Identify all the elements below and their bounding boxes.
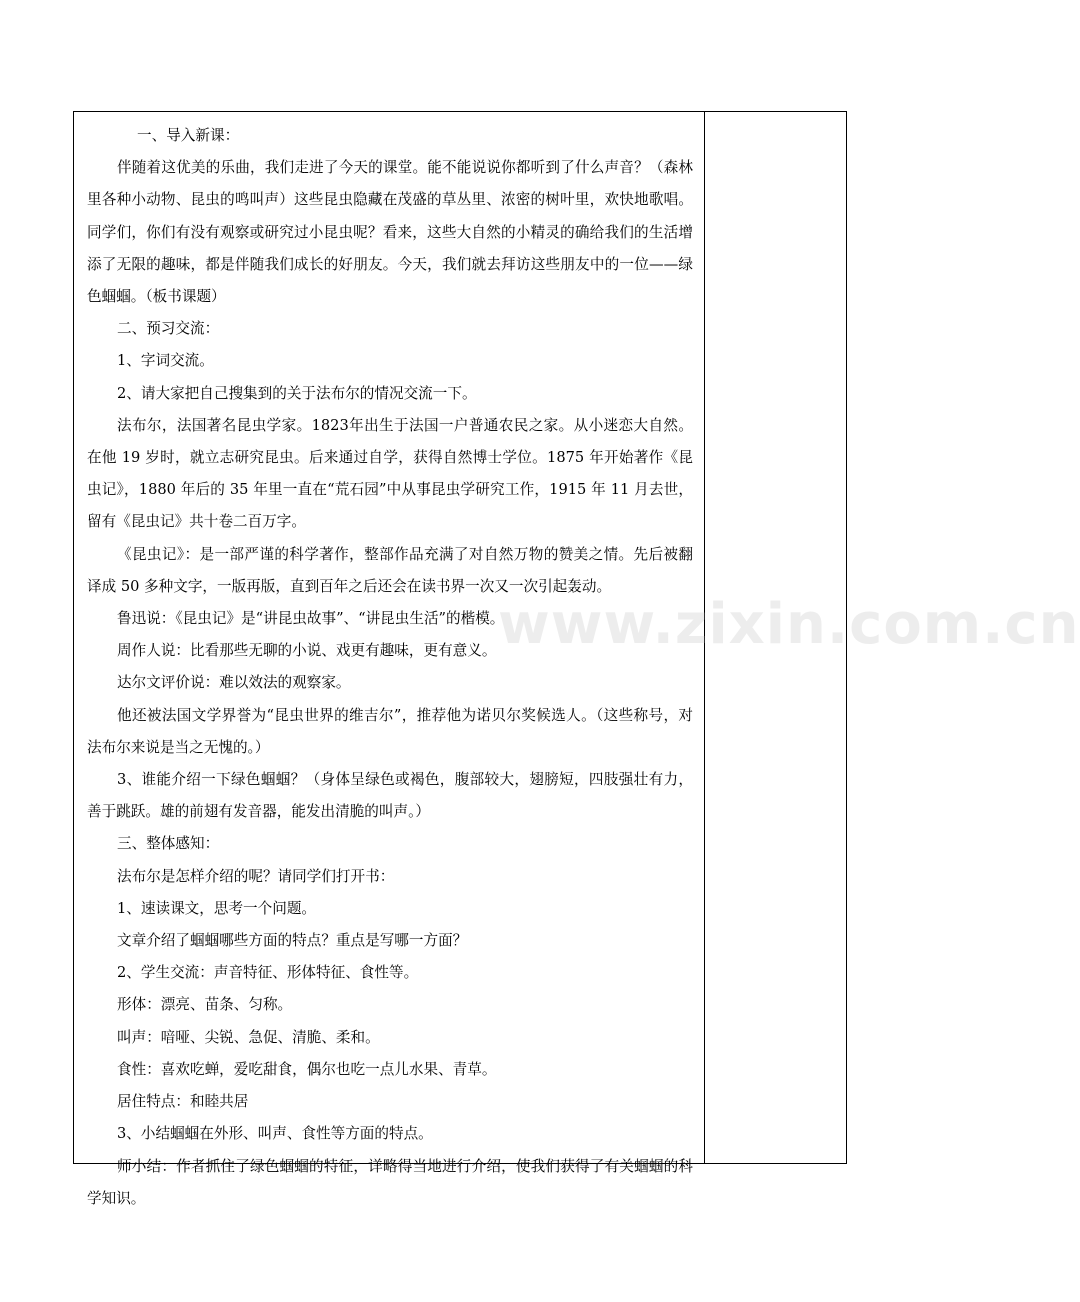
section-heading-preview: 二、预习交流：	[117, 320, 220, 338]
lesson-plan-table	[73, 111, 847, 1207]
watermark-text: www.zixin.com.cn	[498, 592, 1080, 657]
notes-column-cell	[705, 112, 846, 1163]
quote-zhouzuoren: 周作人说：比看那些无聊的小说、戏更有趣味，更有意义。	[117, 642, 497, 660]
trait-sound: 叫声：喑哑、尖锐、急促、清脆、柔和。	[117, 1028, 380, 1046]
paragraph-overall-question-intro: 法布尔是怎样介绍的呢？请同学们打开书：	[117, 867, 395, 885]
list-item-preview-1: 1、字词交流。	[117, 352, 214, 370]
quote-luxun: 鲁迅说：《昆虫记》是“讲昆虫故事”、“讲昆虫生活”的楷模。	[117, 610, 505, 628]
trait-shape: 形体：漂亮、苗条、匀称。	[117, 996, 293, 1014]
paragraph-teacher-summary: 师小结：作者抓住了绿色蝈蝈的特征，详略得当地进行介绍，使我们获得了有关蝈蝈的科学知识。	[87, 1157, 693, 1207]
list-item-overall-2: 2、学生交流：声音特征、形体特征、食性等。	[117, 964, 419, 982]
quote-darwin: 达尔文评价说：难以效法的观察家。	[117, 674, 351, 692]
list-item-preview-2: 2、请大家把自己搜集到的关于法布尔的情况交流一下。	[117, 384, 477, 402]
paragraph-book-intro: 《昆虫记》：是一部严谨的科学著作，整部作品充满了对自然万物的赞美之情。先后被翻译成 50 多种文字，一版再版，直到百年之后还会在读书界一次又一次引起轰动。	[87, 545, 693, 595]
section-heading-intro: 一、导入新课：	[137, 127, 240, 144]
list-item-overall-1: 1、速读课文，思考一个问题。	[117, 899, 317, 917]
paragraph-intro-body: 伴随着这优美的乐曲，我们走进了今天的课堂。能不能说说你都听到了什么声音？（森林里各种小动物、昆虫的鸣叫声）这些昆虫隐藏在茂盛的草丛里、浓密的树叶里，欢快地歌唱。同学们，你们有没有观察或研究过小昆虫呢？看来，这些大自然的小精灵的确给我们的生活增添了无限的趣味，都是伴随我们成长的好朋友。今天，我们就去拜访这些朋友中的一位——绿色蝈蝈。（板书课题）	[87, 159, 693, 306]
list-item-overall-3: 3、小结蝈蝈在外形、叫声、食性等方面的特点。	[117, 1125, 433, 1143]
trait-habitat: 居住特点：和睦共居	[117, 1093, 249, 1111]
paragraph-overall-question: 文章介绍了蝈蝈哪些方面的特点？重点是写哪一方面？	[117, 932, 468, 950]
section-heading-overall: 三、整体感知：	[117, 835, 220, 853]
trait-diet: 食性：喜欢吃蝉，爱吃甜食，偶尔也吃一点儿水果、青草。	[117, 1060, 497, 1078]
list-item-preview-3: 3、谁能介绍一下绿色蝈蝈？（身体呈绿色或褐色，腹部较大，翅膀短，四肢强壮有力，善于跳跃。雄的前翅有发音器，能发出清脆的叫声。）	[87, 771, 693, 821]
paragraph-fabre-bio: 法布尔，法国著名昆虫学家。1823年出生于法国一户普通农民之家。从小迷恋大自然。在他 19 岁时，就立志研究昆虫。后来通过自学，获得自然博士学位。1875 年开始著作《昆虫记》，1880 年后的 35 年里一直在“荒石园”中从事昆虫学研究工作，1915 年 11 月去世，留有《昆虫记》共十卷二百万字。	[87, 416, 693, 531]
main-content-cell	[87, 120, 693, 1215]
paragraph-nobel-note: 他还被法国文学界誉为“昆虫世界的维吉尔”，推荐他为诺贝尔奖候选人。（这些称号，对法布尔来说是当之无愧的。）	[87, 706, 693, 756]
